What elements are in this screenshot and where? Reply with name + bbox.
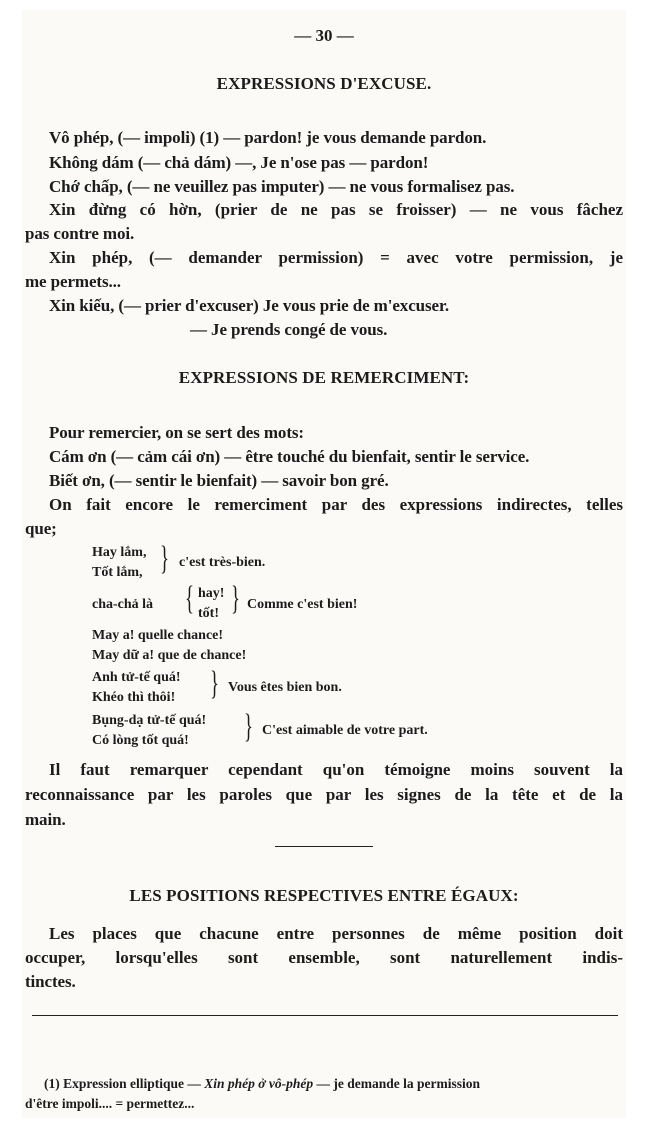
example-term: Anh tử-tế quá! — [92, 670, 181, 685]
text-line: — Je prends congé de vous. — [190, 320, 388, 339]
right-brace: } — [160, 540, 169, 577]
text-line: Không dám (— chả dám) —, Je n'ose pas — pardon! — [49, 153, 429, 172]
example-term: hay! — [198, 586, 225, 601]
text-line: Cám ơn (— cảm cái ơn) — être touché du bienfait, sentir le service. — [49, 447, 530, 466]
example-line: May dữ a! que de chance! — [92, 648, 247, 663]
right-brace: } — [210, 665, 219, 702]
heading-remerciment: EXPRESSIONS DE REMERCIMENT: — [178, 368, 470, 387]
example-term: Có lòng tốt quá! — [92, 733, 189, 748]
text-line: Les places que chacune entre personnes de même position doit — [49, 924, 623, 943]
text-line: me permets... — [25, 272, 121, 291]
footnote-text: (1) Expression elliptique — — [44, 1076, 201, 1091]
example-term: cha-chả là — [92, 597, 154, 612]
text-line: Il faut remarquer cependant qu'on témoigne moins souvent la — [49, 760, 623, 779]
example-meaning: C'est aimable de votre part. — [262, 723, 428, 738]
example-term: Tốt lắm, — [92, 565, 143, 580]
example-meaning: Comme c'est bien! — [247, 597, 358, 612]
footnote-line: d'être impoli.... = permettez... — [25, 1096, 195, 1111]
right-brace: } — [244, 708, 253, 745]
book-page — [22, 10, 626, 1118]
text-line: Xin phép, (— demander permission) = avec votre permission, je — [49, 248, 623, 267]
text-line: reconnaissance par les paroles que par les signes de la tête et de la — [25, 785, 623, 804]
footnote-rule — [32, 1015, 618, 1016]
text-line: Chớ chấp, (— ne veuillez pas imputer) — ne vous formalisez pas. — [49, 177, 515, 196]
right-brace: } — [231, 580, 240, 617]
example-term: Khéo thì thôi! — [92, 690, 176, 705]
example-term: Bụng-dạ tử-tế quá! — [92, 713, 207, 728]
text-line: Xin kiếu, (— prier d'excuser) Je vous prie de m'excuser. — [49, 296, 450, 315]
text-line: Vô phép, (— impoli) (1) — pardon! je vous demande pardon. — [49, 128, 487, 147]
footnote-line — [44, 1076, 480, 1092]
heading-positions: LES POSITIONS RESPECTIVES ENTRE ÉGAUX: — [129, 886, 519, 905]
text-line: que; — [25, 519, 57, 538]
footnote-italic: Xin phép ở vô-phép — [204, 1076, 314, 1091]
page-number: — 30 — — [294, 26, 354, 45]
text-line: Pour remercier, on se sert des mots: — [49, 423, 304, 442]
example-term: tốt! — [198, 606, 219, 621]
section-divider — [275, 846, 373, 847]
text-line: On fait encore le remerciment par des expressions indirectes, telles — [49, 495, 623, 514]
example-line: May a! quelle chance! — [92, 628, 224, 643]
text-line: tinctes. — [25, 972, 76, 991]
example-term: Hay lắm, — [92, 545, 147, 560]
example-meaning: Vous êtes bien bon. — [228, 680, 342, 695]
example-meaning: c'est très-bien. — [179, 555, 266, 570]
text-line: occuper, lorsqu'elles sont ensemble, sont naturellement indis- — [25, 948, 623, 967]
text-line: Xin đừng có hờn, (prier de ne pas se froisser) — ne vous fâchez — [49, 200, 623, 219]
text-line: Biết ơn, (— sentir le bienfait) — savoir bon gré. — [49, 471, 389, 490]
heading-excuse: EXPRESSIONS D'EXCUSE. — [216, 74, 432, 93]
left-brace: } — [185, 580, 194, 617]
footnote-text: — je demande la permission — [316, 1076, 481, 1091]
text-line: pas contre moi. — [25, 224, 135, 243]
text-line: main. — [25, 810, 66, 829]
